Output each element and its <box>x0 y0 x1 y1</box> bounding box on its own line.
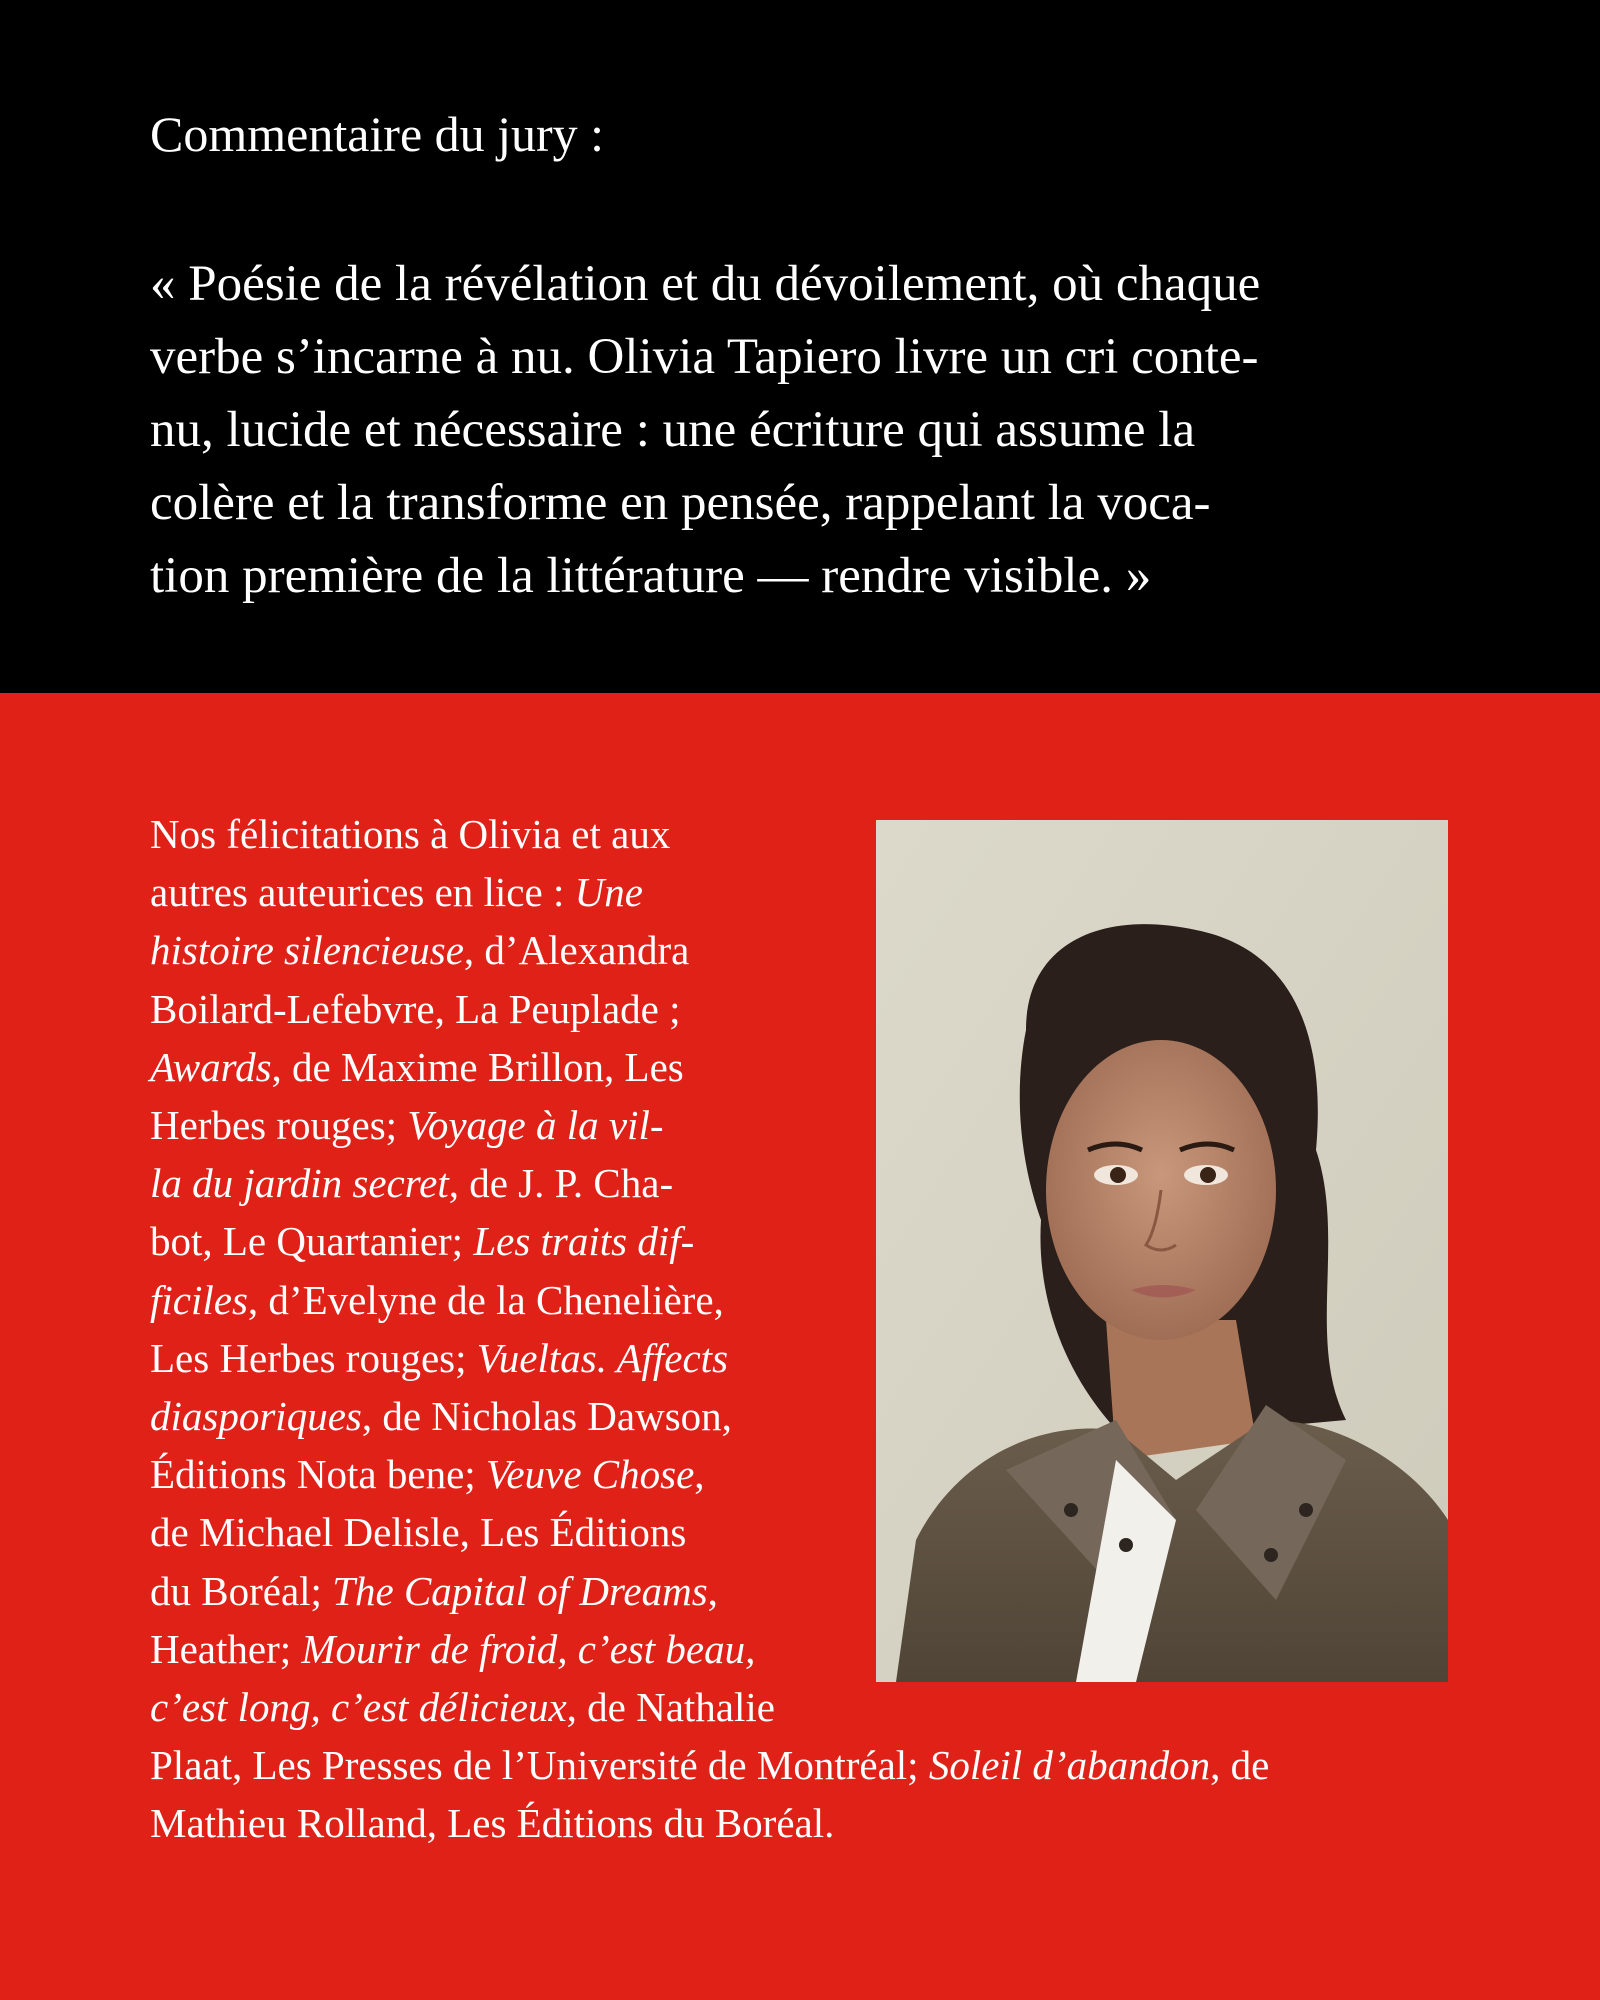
congratulations-text <box>150 805 1470 1853</box>
book-title: Veuve Chose <box>485 1451 695 1498</box>
text-line <box>150 921 1470 979</box>
text-line <box>150 1794 1470 1852</box>
text-segment: de Michael Delisle, Les Éditions <box>150 1509 687 1556</box>
text-line <box>150 805 1470 863</box>
jury-quote-line: verbe s’incarne à nu. Olivia Tapiero livre un cri conte- <box>150 329 1259 385</box>
jury-quote <box>150 248 1460 613</box>
text-segment: Herbes rouges; <box>150 1102 408 1149</box>
text-line <box>150 1271 1470 1329</box>
text-line <box>150 1503 1470 1561</box>
text-segment: Mathieu Rolland, Les Éditions du Boréal. <box>150 1800 835 1847</box>
text-segment: , <box>707 1567 718 1614</box>
book-title: histoire silencieuse <box>150 927 464 974</box>
text-line <box>150 1387 1470 1445</box>
book-title: Awards <box>150 1043 272 1090</box>
text-segment: , de J. P. Cha- <box>448 1160 674 1207</box>
text-line <box>150 1620 1470 1678</box>
text-segment: , de Maxime Brillon, Les <box>271 1043 684 1090</box>
book-title: c’est long, c’est délicieux <box>150 1684 567 1731</box>
book-title: Une <box>574 869 643 916</box>
text-segment: Boilard-Lefebvre, La Peuplade ; <box>150 985 681 1032</box>
book-title: Vueltas. Affects <box>476 1334 729 1381</box>
text-segment: Les Herbes rouges; <box>150 1334 477 1381</box>
text-line <box>150 1212 1470 1270</box>
book-title: Les traits dif- <box>473 1218 695 1265</box>
text-line <box>150 1329 1470 1387</box>
text-segment: , de <box>1210 1742 1270 1789</box>
text-segment: Nos félicitations à Olivia et aux <box>150 811 671 857</box>
book-title: Mourir de froid, c’est beau, <box>301 1625 756 1672</box>
text-line <box>150 863 1470 921</box>
text-line <box>150 1445 1470 1503</box>
text-line <box>150 1562 1470 1620</box>
jury-quote-line: « Poésie de la révélation et du dévoilement, où chaque <box>150 256 1261 312</box>
text-segment: autres auteurices en lice : <box>150 869 575 916</box>
text-line <box>150 980 1470 1038</box>
congratulations-section <box>0 693 1600 2000</box>
text-line <box>150 1096 1470 1154</box>
jury-quote-line: tion première de la littérature — rendre visible. » <box>150 548 1152 604</box>
book-title: ficiles <box>150 1276 248 1323</box>
text-segment: , d’Alexandra <box>463 927 690 974</box>
jury-quote-line: colère et la transforme en pensée, rappelant la voca- <box>150 475 1211 531</box>
text-segment: du Boréal; <box>150 1567 333 1614</box>
jury-quote-line: nu, lucide et nécessaire : une écriture qui assume la <box>150 402 1196 458</box>
book-title: diasporiques <box>150 1393 362 1440</box>
text-line <box>150 1678 1470 1736</box>
text-segment: , de Nathalie <box>566 1684 775 1731</box>
book-title: Voyage à la vil- <box>407 1102 664 1149</box>
text-segment: bot, Le Quartanier; <box>150 1218 474 1265</box>
text-line <box>150 1154 1470 1212</box>
text-line <box>150 1038 1470 1096</box>
text-segment: Plaat, Les Presses de l’Université de Montréal; <box>150 1742 929 1789</box>
book-title: la du jardin secret <box>150 1160 449 1207</box>
book-title: The Capital of Dreams <box>332 1567 708 1614</box>
jury-comment-section <box>0 0 1600 693</box>
text-segment: Heather; <box>150 1625 302 1672</box>
book-title: Soleil d’abandon <box>928 1742 1211 1789</box>
text-segment: , <box>694 1451 705 1498</box>
text-segment: Éditions Nota bene; <box>150 1451 486 1498</box>
text-line <box>150 1736 1470 1794</box>
jury-heading: Commentaire du jury : <box>150 106 605 162</box>
text-segment: , de Nicholas Dawson, <box>361 1393 732 1440</box>
text-segment: , d’Evelyne de la Chenelière, <box>247 1276 724 1323</box>
